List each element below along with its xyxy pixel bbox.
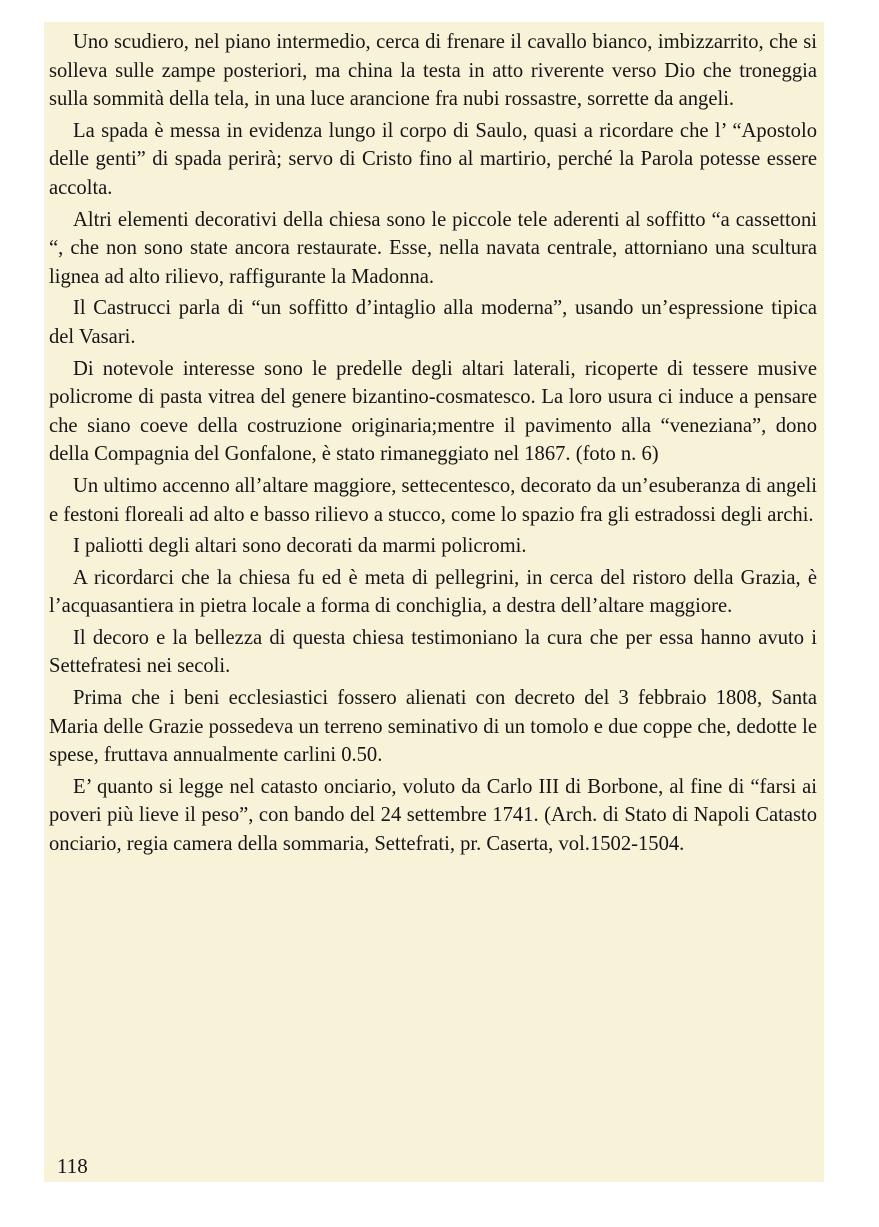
paragraph-9: Il decoro e la bellezza di questa chiesa testimoniano la cura che per essa hanno avuto i Settefratesi nei secoli. [49,626,817,678]
paragraph-7: I paliotti degli altari sono decorati da marmi policromi. [73,535,527,558]
document-page [44,22,824,1182]
paragraph-6: Un ultimo accenno all’altare maggiore, settecentesco, decorato da un’esuberanza di angeli e festoni floreali ad alto e basso rilievo a stucco, come lo spazio fra gli estradossi degli archi. [49,474,817,526]
paragraph-11: E’ quanto si legge nel catasto onciario, voluto da Carlo III di Borbone, al fine di “farsi ai poveri più lieve il peso”, con bando del 24 settembre 1741. (Arch. di Stato di Napoli Catasto onciario, regia camera della sommaria, Settefrati, pr. Caserta, vol.1502-1504. [49,775,817,856]
body-text [49,28,817,862]
paragraph-10: Prima che i beni ecclesiastici fossero alienati con decreto del 3 febbraio 1808, Santa Maria delle Grazie possedeva un terreno seminativo di un tomolo e due coppe che, dedotte le spese, fruttava annualmente carlini 0.50. [49,687,817,767]
page-number: 118 [57,1154,88,1178]
paragraph-2: La spada è messa in evidenza lungo il corpo di Saulo, quasi a ricordare che l’ “Apostolo delle genti” di spada perirà; servo di Cristo fino al martirio, perché la Parola potesse essere accolta. [49,119,817,199]
paragraph-5: Di notevole interesse sono le predelle degli altari laterali, ricoperte di tessere musive policrome di pasta vitrea del genere bizantino-cosmatesco. La loro usura ci induce a pensare che siano coeve della costruzione originaria;mentre il pavimento alla “veneziana”, dono della Compagnia del Gonfalone, è stato rimaneggiato nel 1867. (foto n. 6) [49,357,817,466]
paragraph-8: A ricordarci che la chiesa fu ed è meta di pellegrini, in cerca del ristoro della Grazia, è l’acquasantiera in pietra locale a forma di conchiglia, a destra dell’altare maggiore. [49,566,817,618]
paragraph-3: Altri elementi decorativi della chiesa sono le piccole tele aderenti al soffitto “a cassettoni “, che non sono state ancora restaurate. Esse, nella navata centrale, attorniano una scultura lignea ad alto rilievo, raffigurante la Madonna. [49,208,817,288]
paragraph-1: Uno scudiero, nel piano intermedio, cerca di frenare il cavallo bianco, imbizzarrito, che si solleva sulle zampe posteriori, ma china la testa in atto riverente verso Dio che troneggia sulla sommità della tela, in una luce arancione fra nubi rossastre, sorrette da angeli. [49,31,817,111]
paragraph-4: Il Castrucci parla di “un soffitto d’intaglio alla moderna”, usando un’espressione tipica del Vasari. [49,297,817,348]
